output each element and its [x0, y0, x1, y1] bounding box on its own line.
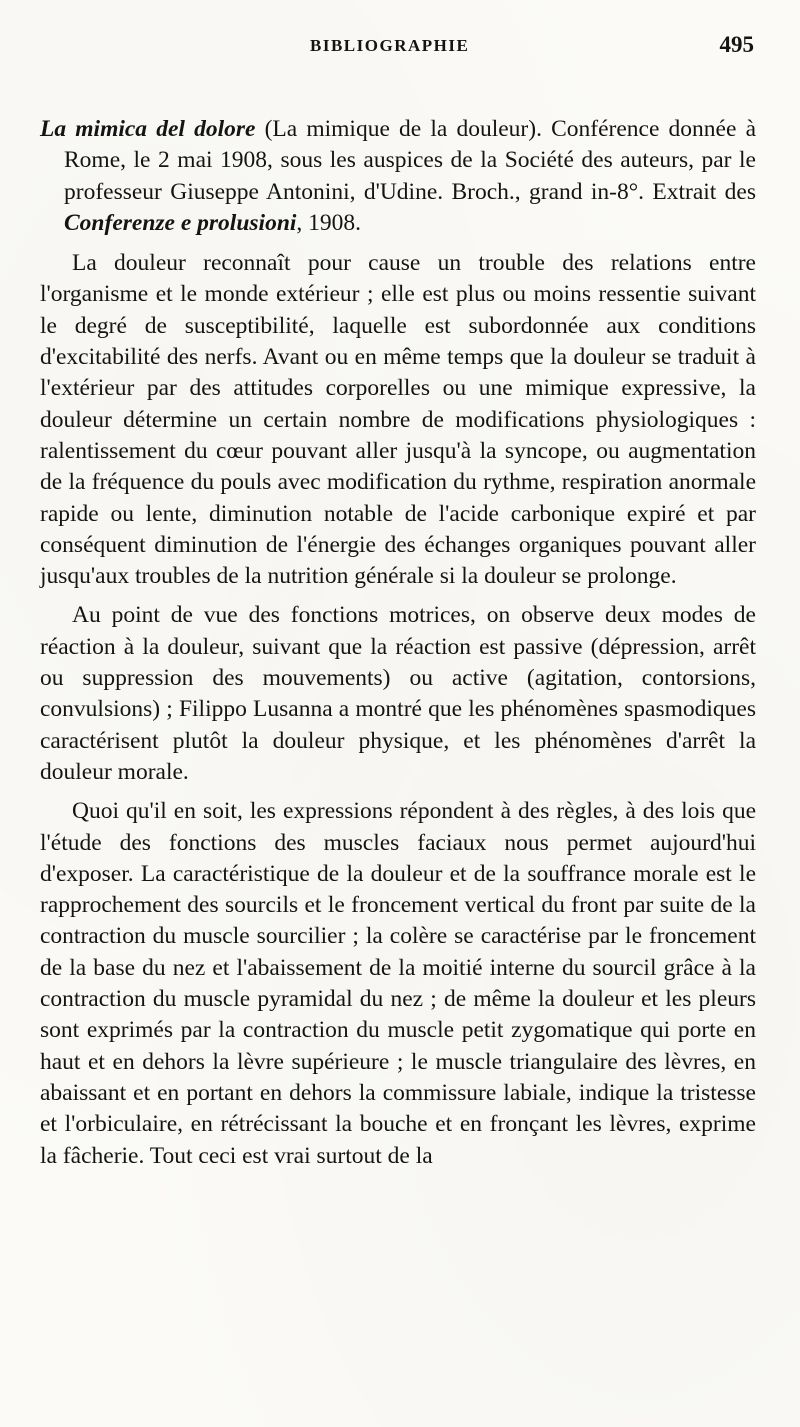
paragraph-physiology: La douleur reconnaît pour cause un trouble des relations entre l'organisme et le monde extérieur ; elle est plus ou moins ressentie suivant le degré de susceptibilité, laquelle est subordonnée aux conditions d'excitabilité des nerfs. Avant ou en même temps que la douleur se traduit à l'extérieur par des attitudes corporelles ou une mimique expressive, la douleur détermine un certain nombre de modifications physiologiques : ralentissement du cœur pouvant aller jusqu'à la syncope, ou augmentation de la fréquence du pouls avec modification du rythme, respiration anormale rapide ou lente, diminution notable de l'acide carbonique expiré et par conséquent diminution de l'énergie des échanges organiques pouvant aller jusqu'aux troubles de la nutrition générale si la douleur se prolonge.: [40, 250, 756, 590]
entry-year: , 1908.: [296, 209, 362, 236]
running-title: BIBLIOGRAPHIE: [310, 36, 470, 55]
entry-title: La mimica del dolore: [40, 116, 256, 142]
paragraph-motor-functions: Au point de vue des fonctions motrices, on observe deux modes de réaction à la douleur, suivant que la réaction est passive (dépression, arrêt ou suppression des mouvements) ou active (agitation, contorsions, convulsions) ; Filippo Lusanna a montré que les phénomènes spasmodiques caractérisent plutôt la douleur physique, et les phénomènes d'arrêt la douleur morale.: [40, 602, 756, 785]
bibliography-entry: [40, 114, 756, 239]
body-text: [40, 114, 756, 1180]
paragraph-facial-muscles: Quoi qu'il en soit, les expressions répondent à des règles, à des lois que l'étude des fonctions des muscles faciaux nous permet aujourd'hui d'exposer. La caractéristique de la douleur et de la souffrance morale est le rapprochement des sourcils et le froncement vertical du front par suite de la contraction du muscle sourcilier ; la colère se caractérise par le froncement de la base du nez et l'abaissement de la moitié interne du sourcil grâce à la contraction du muscle pyramidal du nez ; de même la douleur et les pleurs sont exprimés par la contraction du muscle petit zygomatique qui porte en haut et en dehors la lèvre supérieure ; le muscle triangulaire des lèvres, en abaissant et en portant en dehors la commissure labiale, indique la tristesse et l'orbiculaire, en rétrécissant la bouche et en fronçant les lèvres, exprime la fâcherie. Tout ceci est vrai surtout de la: [40, 798, 756, 1169]
entry-journal: Conferenze e prolusioni: [64, 209, 297, 236]
entry-description: (La mimique de la douleur). Conférence donnée à Rome, le 2 mai 1908, sous les auspices de la Société des auteurs, par le professeur Giuseppe Antonini, d'Udine. Broch., grand in-8°. Extrait des: [64, 116, 756, 205]
page-number: 495: [719, 32, 754, 57]
